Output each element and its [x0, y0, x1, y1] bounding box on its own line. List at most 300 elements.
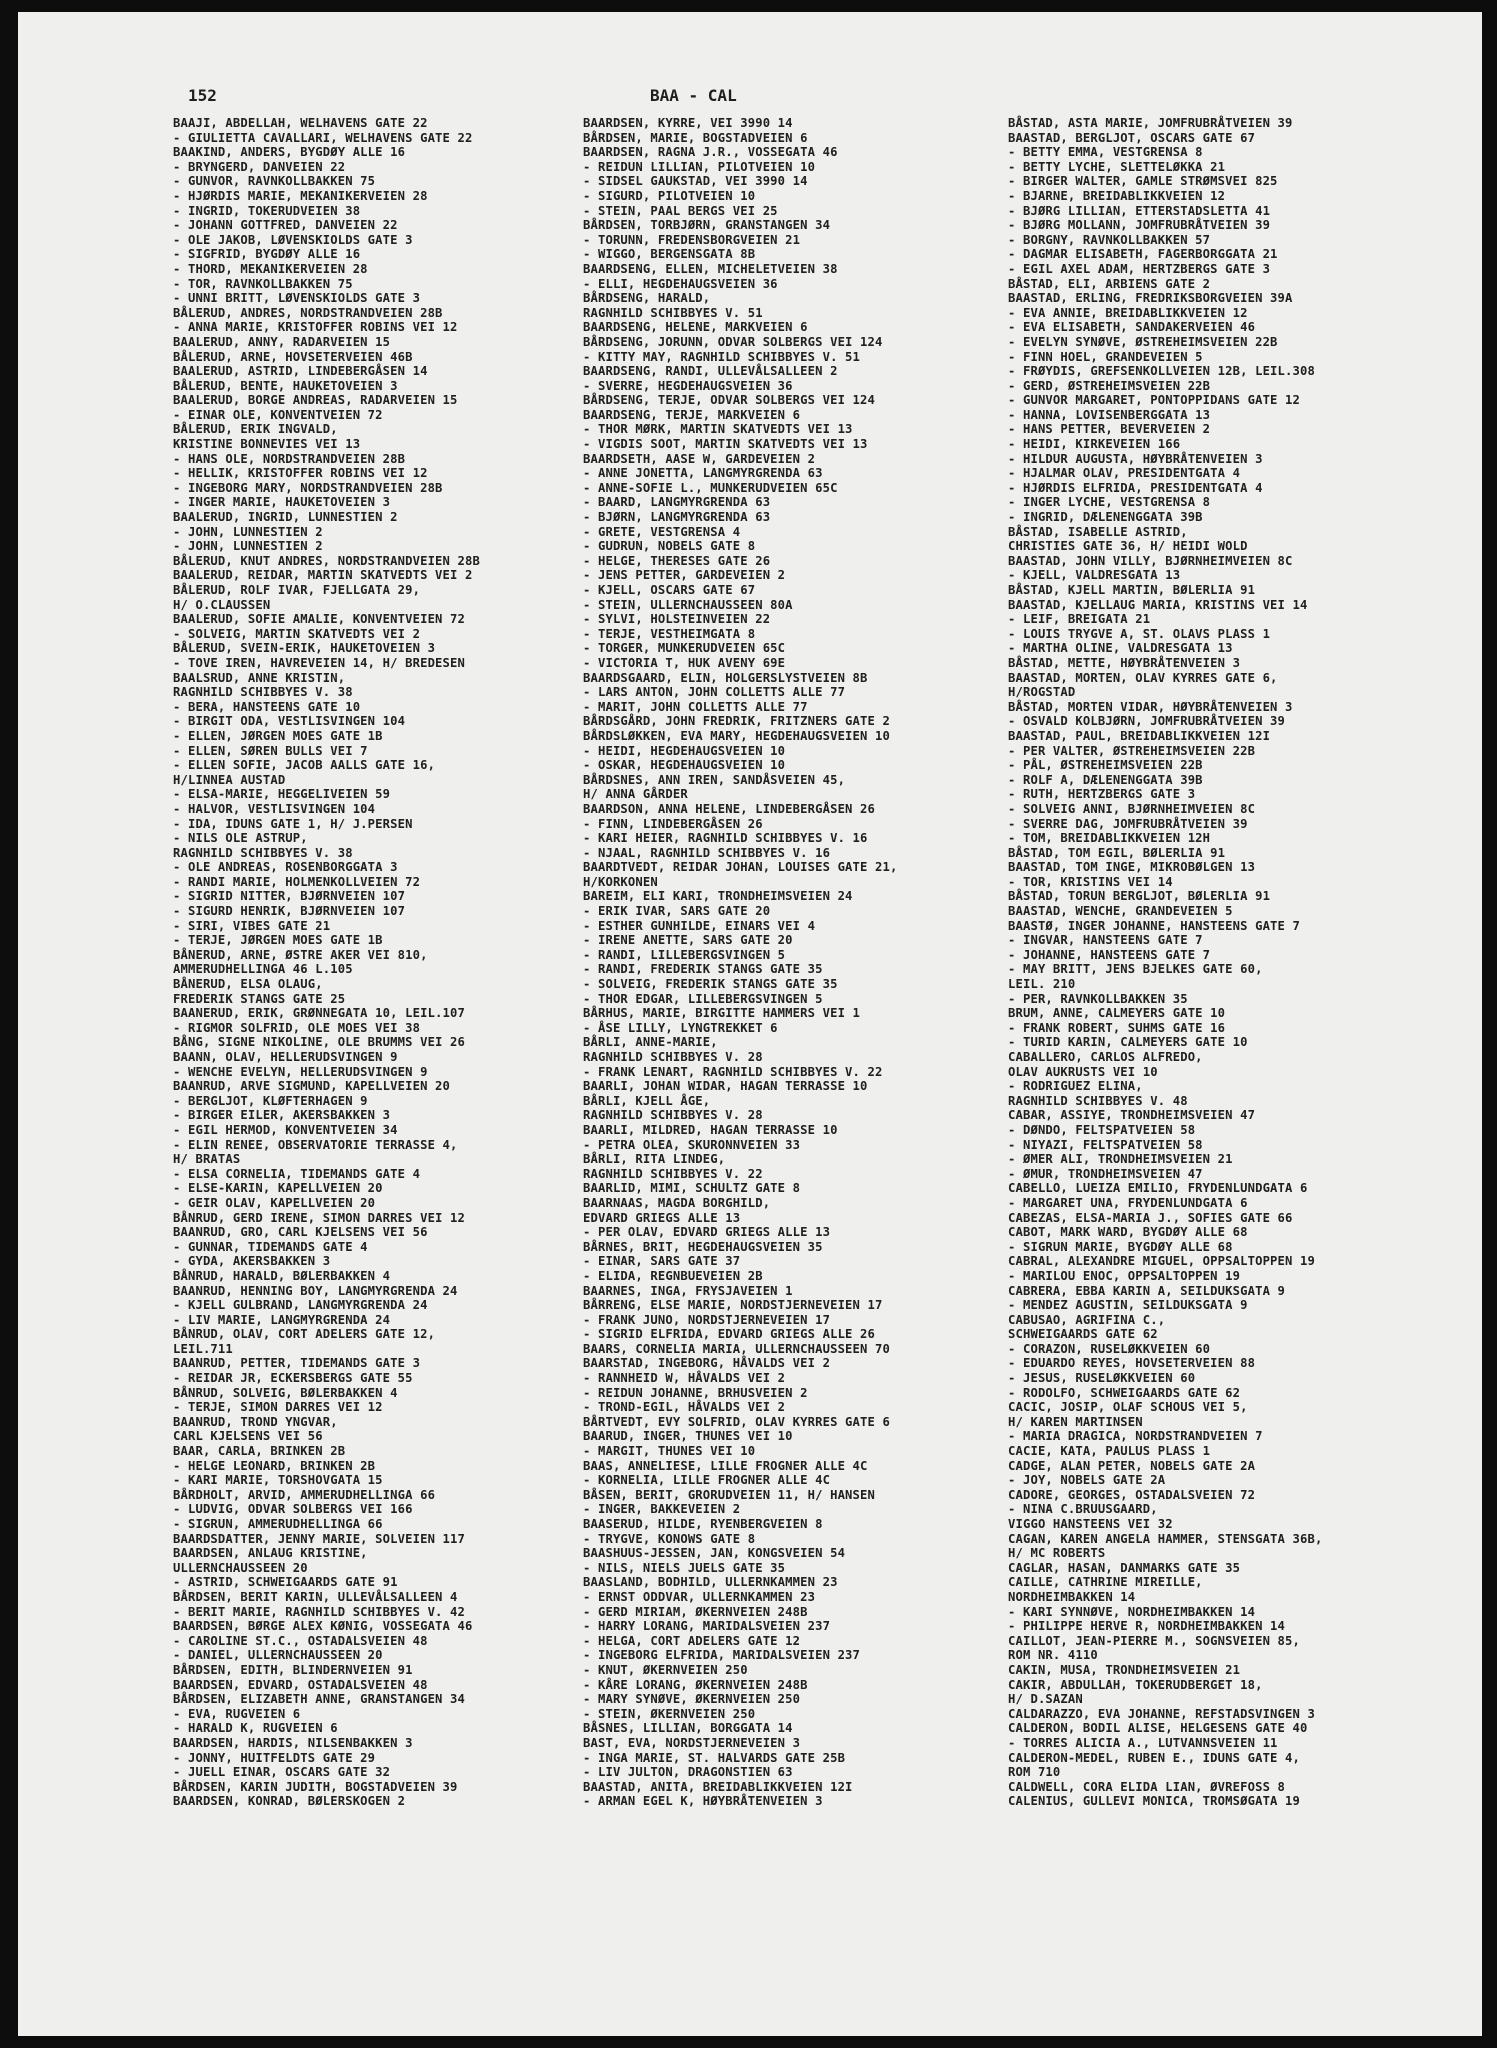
- directory-entry: - SVERRE, HEGDEHAUGSVEIEN 36: [583, 378, 793, 393]
- directory-entry: BAARNAAS, MAGDA BORGHILD,: [583, 1195, 771, 1210]
- directory-entry: BÅLERUD, BENTE, HAUKETOVEIEN 3: [173, 378, 398, 393]
- directory-entry: NORDHEIMBAKKEN 14: [1008, 1589, 1136, 1604]
- directory-column-2: [583, 116, 1003, 1809]
- directory-entry: CABRAL, ALEXANDRE MIGUEL, OPPSALTOPPEN 19: [1008, 1254, 1315, 1269]
- directory-entry: BAAS, ANNELIESE, LILLE FROGNER ALLE 4C: [583, 1458, 868, 1473]
- directory-entry: - BERGLJOT, KLØFTERHAGEN 9: [173, 1093, 368, 1108]
- directory-entry: - IRENE ANETTE, SARS GATE 20: [583, 933, 793, 948]
- directory-entry: - BRYNGERD, DANVEIEN 22: [173, 159, 346, 174]
- directory-entry: - SIGRUN, AMMERUDHELLINGA 66: [173, 1517, 383, 1531]
- directory-entry: - JONNY, HUITFELDTS GATE 29: [173, 1750, 376, 1765]
- directory-entry: - REIDUN LILLIAN, PILOTVEIEN 10: [583, 159, 816, 174]
- directory-entry: - JESUS, RUSELØKKVEIEN 60: [1008, 1371, 1196, 1386]
- directory-entry: - EGIL AXEL ADAM, HERTZBERGS GATE 3: [1008, 261, 1271, 276]
- directory-entry: BAARDSEN, HARDIS, NILSENBAKKEN 3: [173, 1735, 413, 1750]
- directory-entry: AMMERUDHELLINGA 46 L.105: [173, 962, 353, 977]
- directory-entry: - GUDRUN, NOBELS GATE 8: [583, 539, 756, 554]
- directory-entry: CAGLAR, HASAN, DANMARKS GATE 35: [1008, 1560, 1241, 1575]
- directory-entry: CABALLERO, CARLOS ALFREDO,: [1008, 1050, 1203, 1064]
- directory-entry: BAASTAD, BERGLJOT, OSCARS GATE 67: [1008, 130, 1256, 145]
- directory-entry: - NIYAZI, FELTSPATVEIEN 58: [1008, 1137, 1203, 1152]
- directory-entry: - BJØRN, LANGMYRGRENDA 63: [583, 510, 771, 525]
- directory-entry: - BORGNY, RAVNKOLLBAKKEN 57: [1008, 232, 1211, 247]
- directory-entry: - ROLF A, DÆLENENGGATA 39B: [1008, 772, 1203, 787]
- directory-entry: - GUNVOR, RAVNKOLLBAKKEN 75: [173, 174, 376, 189]
- directory-entry: - OSKAR, HEGDEHAUGSVEIEN 10: [583, 758, 786, 773]
- directory-entry: BÅNRUD, SOLVEIG, BØLERBAKKEN 4: [173, 1385, 398, 1400]
- directory-entry: - HEIDI, HEGDEHAUGSVEIEN 10: [583, 743, 786, 758]
- directory-entry: BÅSTAD, ISABELLE ASTRID,: [1008, 524, 1188, 539]
- directory-entry: - PER VALTER, ØSTREHEIMSVEIEN 22B: [1008, 743, 1256, 758]
- directory-entry: - LIV JULTON, DRAGONSTIEN 63: [583, 1765, 793, 1780]
- directory-entry: - PÅL, ØSTREHEIMSVEIEN 22B: [1008, 758, 1203, 773]
- directory-entry: - INGVAR, HANSTEENS GATE 7: [1008, 933, 1203, 948]
- directory-entry: - NILS OLE ASTRUP,: [173, 831, 308, 846]
- directory-entry: BÅRDSLØKKEN, EVA MARY, HEGDEHAUGSVEIEN 10: [583, 728, 890, 743]
- directory-entry: BAASERUD, HILDE, RYENBERGVEIEN 8: [583, 1517, 823, 1531]
- directory-entry: ULLERNCHAUSSEEN 20: [173, 1560, 308, 1575]
- directory-entry: - FINN, LINDEBERGÅSEN 26: [583, 816, 763, 831]
- directory-entry: BÅRDSEN, KARIN JUDITH, BOGSTADVEIEN 39: [173, 1779, 458, 1794]
- directory-entry: BAALERUD, BORGE ANDREAS, RADARVEIEN 15: [173, 393, 458, 408]
- directory-entry: BÅRDSEN, MARIE, BOGSTADVEIEN 6: [583, 130, 808, 145]
- directory-entry: BÅSTAD, ELI, ARBIENS GATE 2: [1008, 276, 1211, 291]
- directory-entry: - EVA ANNIE, BREIDABLIKKVEIEN 12: [1008, 305, 1248, 320]
- directory-entry: - HANNA, LOVISENBERGGATA 13: [1008, 407, 1211, 422]
- directory-entry: - JOHN, LUNNESTIEN 2: [173, 524, 323, 539]
- directory-entry: BAANRUD, HENNING BOY, LANGMYRGRENDA 24: [173, 1283, 458, 1298]
- directory-entry: - THORD, MEKANIKERVEIEN 28: [173, 261, 368, 276]
- directory-entry: - TERJE, JØRGEN MOES GATE 1B: [173, 933, 383, 948]
- directory-entry: - TOR, RAVNKOLLBAKKEN 75: [173, 276, 353, 291]
- directory-entry: - FINN HOEL, GRANDEVEIEN 5: [1008, 349, 1203, 364]
- directory-entry: OLAV AUKRUSTS VEI 10: [1008, 1064, 1158, 1079]
- directory-entry: - RANDI MARIE, HOLMENKOLLVEIEN 72: [173, 874, 421, 889]
- directory-entry: BAARDSENG, HELENE, MARKVEIEN 6: [583, 320, 808, 335]
- directory-entry: BÅSTAD, ASTA MARIE, JOMFRUBRÅTVEIEN 39: [1008, 116, 1293, 130]
- directory-entry: RAGNHILD SCHIBBYES V. 28: [583, 1108, 763, 1123]
- directory-entry: - RIGMOR SOLFRID, OLE MOES VEI 38: [173, 1020, 421, 1035]
- directory-entry: BAARDSENG, ELLEN, MICHELETVEIEN 38: [583, 261, 838, 276]
- directory-entry: - BJARNE, BREIDABLIKKVEIEN 12: [1008, 188, 1226, 203]
- directory-entry: - KJELL GULBRAND, LANGMYRGRENDA 24: [173, 1298, 428, 1313]
- directory-entry: BÅSNES, LILLIAN, BORGGATA 14: [583, 1721, 793, 1736]
- directory-entry: BAARLID, MIMI, SCHULTZ GATE 8: [583, 1181, 801, 1196]
- directory-entry: - BIRGIT ODA, VESTLISVINGEN 104: [173, 714, 406, 729]
- directory-entry: - TOR, KRISTINS VEI 14: [1008, 874, 1173, 889]
- directory-entry: - BIRGER EILER, AKERSBAKKEN 3: [173, 1108, 391, 1123]
- directory-entry: BÅRDSEN, BERIT KARIN, ULLEVÅLSALLEEN 4: [173, 1589, 458, 1604]
- directory-entry: BÅNRUD, GERD IRENE, SIMON DARRES VEI 12: [173, 1210, 466, 1225]
- directory-entry: - TURID KARIN, CALMEYERS GATE 10: [1008, 1035, 1248, 1050]
- directory-entry: BAARDSEN, KONRAD, BØLERSKOGEN 2: [173, 1794, 406, 1809]
- directory-entry: BAALERUD, ANNY, RADARVEIEN 15: [173, 334, 391, 349]
- directory-entry: - RODOLFO, SCHWEIGAARDS GATE 62: [1008, 1385, 1241, 1400]
- directory-entry: - HELGE, THERESES GATE 26: [583, 553, 771, 568]
- directory-entry: - SIDSEL GAUKSTAD, VEI 3990 14: [583, 174, 808, 189]
- directory-entry: - FRANK ROBERT, SUHMS GATE 16: [1008, 1020, 1226, 1035]
- directory-entry: - FRØYDIS, GREFSENKOLLVEIEN 12B, LEIL.308: [1008, 364, 1315, 379]
- directory-entry: - TROND-EGIL, HÅVALDS VEI 2: [583, 1400, 786, 1415]
- directory-entry: BAARDSEN, KYRRE, VEI 3990 14: [583, 116, 793, 130]
- directory-entry: - BERA, HANSTEENS GATE 10: [173, 699, 361, 714]
- directory-entry: BAALERUD, INGRID, LUNNESTIEN 2: [173, 510, 398, 525]
- directory-entry: - RUTH, HERTZBERGS GATE 3: [1008, 787, 1196, 802]
- directory-entry: - BETTY LYCHE, SLETTELØKKA 21: [1008, 159, 1226, 174]
- directory-entry: BAALERUD, REIDAR, MARTIN SKATVEDTS VEI 2: [173, 568, 473, 583]
- directory-entry: BÅNERUD, ARNE, ØSTRE AKER VEI 810,: [173, 947, 428, 962]
- directory-entry: - ERNST ODDVAR, ULLERNKAMMEN 23: [583, 1589, 816, 1604]
- directory-entry: RAGNHILD SCHIBBYES V. 48: [1008, 1093, 1188, 1108]
- directory-entry: - MARY SYNØVE, ØKERNVEIEN 250: [583, 1692, 801, 1707]
- directory-page: [18, 12, 1482, 2036]
- directory-entry: BÅSTAD, MORTEN VIDAR, HØYBRÅTENVEIEN 3: [1008, 699, 1293, 714]
- directory-entry: - PER OLAV, EDVARD GRIEGS ALLE 13: [583, 1225, 831, 1240]
- directory-entry: BÅSTAD, METTE, HØYBRÅTENVEIEN 3: [1008, 655, 1241, 670]
- directory-entry: BAARDSENG, TERJE, MARKVEIEN 6: [583, 407, 801, 422]
- directory-entry: - CAROLINE ST.C., OSTADALSVEIEN 48: [173, 1633, 428, 1648]
- directory-entry: - ELLEN SOFIE, JACOB AALLS GATE 16,: [173, 758, 436, 773]
- directory-entry: - INGA MARIE, ST. HALVARDS GATE 25B: [583, 1750, 846, 1765]
- directory-entry: H/ D.SAZAN: [1008, 1692, 1083, 1707]
- directory-entry: - ØMER ALI, TRONDHEIMSVEIEN 21: [1008, 1152, 1233, 1167]
- directory-entry: - DAGMAR ELISABETH, FAGERBORGGATA 21: [1008, 247, 1278, 262]
- directory-entry: - KJELL, VALDRESGATA 13: [1008, 568, 1181, 583]
- directory-entry: - REIDUN JOHANNE, BRHUSVEIEN 2: [583, 1385, 808, 1400]
- directory-entry: - MARGARET UNA, FRYDENLUNDGATA 6: [1008, 1195, 1248, 1210]
- directory-entry: BÅSTAD, KJELL MARTIN, BØLERLIA 91: [1008, 583, 1256, 597]
- directory-entry: - EINAR OLE, KONVENTVEIEN 72: [173, 407, 383, 422]
- directory-entry: BAARS, CORNELIA MARIA, ULLERNCHAUSSEEN 70: [583, 1341, 890, 1356]
- directory-entry: - TORRES ALICIA A., LUTVANNSVEIEN 11: [1008, 1735, 1278, 1750]
- directory-entry: - PER, RAVNKOLLBAKKEN 35: [1008, 991, 1188, 1006]
- directory-entry: BRUM, ANNE, CALMEYERS GATE 10: [1008, 1006, 1226, 1021]
- directory-entry: BÅSEN, BERIT, GRORUDVEIEN 11, H/ HANSEN: [583, 1487, 876, 1502]
- directory-entry: BAANRUD, TROND YNGVAR,: [173, 1414, 338, 1429]
- directory-entry: CABUSAO, AGRIFINA C.,: [1008, 1312, 1166, 1327]
- directory-entry: - ELSA-MARIE, HEGGELIVEIEN 59: [173, 787, 391, 802]
- directory-entry: BAARNES, INGA, FRYSJAVEIEN 1: [583, 1283, 793, 1298]
- directory-entry: CABOT, MARK WARD, BYGDØY ALLE 68: [1008, 1225, 1248, 1240]
- directory-entry: - INGER LYCHE, VESTGRENSA 8: [1008, 495, 1211, 510]
- directory-entry: - HJØRDIS MARIE, MEKANIKERVEIEN 28: [173, 188, 428, 203]
- directory-entry: - PETRA OLEA, SKURONNVEIEN 33: [583, 1137, 801, 1152]
- directory-entry: BAREIM, ELI KARI, TRONDHEIMSVEIEN 24: [583, 889, 853, 904]
- directory-entry: BAARDSETH, AASE W, GARDEVEIEN 2: [583, 451, 816, 466]
- directory-entry: - EVA ELISABETH, SANDAKERVEIEN 46: [1008, 320, 1256, 335]
- directory-entry: - ELSE-KARIN, KAPELLVEIEN 20: [173, 1181, 383, 1196]
- directory-entry: - SVERRE DAG, JOMFRUBRÅTVEIEN 39: [1008, 816, 1248, 831]
- directory-entry: - EVA, RUGVEIEN 6: [173, 1706, 301, 1721]
- directory-entry: RAGNHILD SCHIBBYES V. 38: [173, 845, 353, 860]
- directory-entry: - LOUIS TRYGVE A, ST. OLAVS PLASS 1: [1008, 626, 1271, 641]
- directory-entry: FREDERIK STANGS GATE 25: [173, 991, 346, 1006]
- directory-entry: CABRERA, EBBA KARIN A, SEILDUKSGATA 9: [1008, 1283, 1286, 1298]
- directory-entry: CARL KJELSENS VEI 56: [173, 1429, 323, 1444]
- directory-entry: CAGAN, KAREN ANGELA HAMMER, STENSGATA 36B,: [1008, 1531, 1323, 1546]
- directory-entry: - INGEBORG MARY, NORDSTRANDVEIEN 28B: [173, 480, 443, 495]
- page-number: 152: [188, 86, 217, 105]
- directory-entry: - DANIEL, ULLERNCHAUSSEEN 20: [173, 1648, 383, 1663]
- directory-entry: - FRANK LENART, RAGNHILD SCHIBBYES V. 22: [583, 1064, 883, 1079]
- directory-entry: BAASTAD, PAUL, BREIDABLIKKVEIEN 12I: [1008, 728, 1271, 743]
- directory-entry: - ELIDA, REGNBUEVEIEN 2B: [583, 1268, 763, 1283]
- directory-entry: BAANN, OLAV, HELLERUDSVINGEN 9: [173, 1050, 398, 1064]
- directory-entry: - HEIDI, KIRKEVEIEN 166: [1008, 437, 1181, 452]
- directory-entry: BAAJI, ABDELLAH, WELHAVENS GATE 22: [173, 116, 428, 130]
- directory-entry: - BJØRG MOLLANN, JOMFRUBRÅTVEIEN 39: [1008, 218, 1271, 233]
- directory-entry: - JUELL EINAR, OSCARS GATE 32: [173, 1765, 391, 1780]
- directory-entry: - WENCHE EVELYN, HELLERUDSVINGEN 9: [173, 1064, 428, 1079]
- directory-entry: BÅLERUD, SVEIN-ERIK, HAUKETOVEIEN 3: [173, 641, 436, 656]
- directory-entry: LEIL.711: [173, 1341, 233, 1356]
- directory-entry: - RANDI, FREDERIK STANGS GATE 35: [583, 962, 823, 977]
- directory-entry: - ELLI, HEGDEHAUGSVEIEN 36: [583, 276, 778, 291]
- directory-entry: - ELLEN, JØRGEN MOES GATE 1B: [173, 728, 383, 743]
- directory-entry: - BJØRG LILLIAN, ETTERSTADSLETTA 41: [1008, 203, 1271, 218]
- directory-entry: H/ ANNA GÅRDER: [583, 787, 688, 802]
- directory-entry: - INGRID, DÆLENENGGATA 39B: [1008, 510, 1203, 525]
- directory-entry: BÅRDSEN, ELIZABETH ANNE, GRANSTANGEN 34: [173, 1692, 466, 1707]
- directory-entry: - HANS OLE, NORDSTRANDVEIEN 28B: [173, 451, 406, 466]
- directory-entry: - SOLVEIG, MARTIN SKATVEDTS VEI 2: [173, 626, 421, 641]
- directory-entry: BÅLERUD, ERIK INGVALD,: [173, 422, 338, 437]
- directory-entry: - GEIR OLAV, KAPELLVEIEN 20: [173, 1195, 376, 1210]
- directory-entry: - ANNE JONETTA, LANGMYRGRENDA 63: [583, 466, 823, 481]
- directory-entry: CHRISTIES GATE 36, H/ HEIDI WOLD: [1008, 539, 1248, 554]
- directory-entry: - KJELL, OSCARS GATE 67: [583, 583, 756, 597]
- directory-entry: - SIGRUN MARIE, BYGDØY ALLE 68: [1008, 1239, 1233, 1254]
- directory-entry: CABEZAS, ELSA-MARIA J., SOFIES GATE 66: [1008, 1210, 1293, 1225]
- directory-entry: - DØNDO, FELTSPATVEIEN 58: [1008, 1122, 1196, 1137]
- directory-entry: - GIULIETTA CAVALLARI, WELHAVENS GATE 22: [173, 130, 473, 145]
- directory-entry: - HELLIK, KRISTOFFER ROBINS VEI 12: [173, 466, 428, 481]
- directory-entry: - FRANK JUNO, NORDSTJERNEVEIEN 17: [583, 1312, 831, 1327]
- directory-entry: - INGEBORG ELFRIDA, MARIDALSVEIEN 237: [583, 1648, 861, 1663]
- directory-entry: - OLE JAKOB, LØVENSKIOLDS GATE 3: [173, 232, 413, 247]
- directory-entry: CALDERON-MEDEL, RUBEN E., IDUNS GATE 4,: [1008, 1750, 1301, 1765]
- directory-entry: - CORAZON, RUSELØKKVEIEN 60: [1008, 1341, 1211, 1356]
- directory-entry: BÅRDSENG, JORUNN, ODVAR SOLBERGS VEI 124: [583, 334, 883, 349]
- directory-entry: - JOHN, LUNNESTIEN 2: [173, 539, 323, 554]
- directory-entry: - TOVE IREN, HAVREVEIEN 14, H/ BREDESEN: [173, 655, 466, 670]
- directory-entry: - NJAAL, RAGNHILD SCHIBBYES V. 16: [583, 845, 831, 860]
- directory-entry: BAARDSON, ANNA HELENE, LINDEBERGÅSEN 26: [583, 801, 876, 816]
- directory-entry: BÅRRENG, ELSE MARIE, NORDSTJERNEVEIEN 17: [583, 1298, 883, 1313]
- directory-entry: - TORUNN, FREDENSBORGVEIEN 21: [583, 232, 801, 247]
- directory-column-1: [173, 116, 593, 1809]
- directory-entry: - ANNA MARIE, KRISTOFFER ROBINS VEI 12: [173, 320, 458, 335]
- directory-entry: - RANDI, LILLEBERGSVINGEN 5: [583, 947, 786, 962]
- directory-entry: - LEIF, BREIGATA 21: [1008, 612, 1151, 627]
- directory-entry: BÅRDSGÅRD, JOHN FREDRIK, FRITZNERS GATE 2: [583, 714, 890, 729]
- directory-entry: - KARI SYNNØVE, NORDHEIMBAKKEN 14: [1008, 1604, 1256, 1619]
- directory-entry: - BETTY EMMA, VESTGRENSA 8: [1008, 145, 1203, 160]
- directory-entry: BAARDSEN, EDVARD, OSTADALSVEIEN 48: [173, 1677, 428, 1692]
- directory-entry: - EVELYN SYNØVE, ØSTREHEIMSVEIEN 22B: [1008, 334, 1278, 349]
- directory-entry: BAALERUD, SOFIE AMALIE, KONVENTVEIEN 72: [173, 612, 466, 627]
- directory-entry: - JOHANN GOTTFRED, DANVEIEN 22: [173, 218, 398, 233]
- directory-entry: - ELSA CORNELIA, TIDEMANDS GATE 4: [173, 1166, 421, 1181]
- directory-entry: CALDARAZZO, EVA JOHANNE, REFSTADSVINGEN 3: [1008, 1706, 1315, 1721]
- directory-entry: - ASTRID, SCHWEIGAARDS GATE 91: [173, 1575, 398, 1590]
- directory-entry: BAARDTVEDT, REIDAR JOHAN, LOUISES GATE 21,: [583, 860, 898, 875]
- directory-entry: - JOY, NOBELS GATE 2A: [1008, 1473, 1166, 1488]
- directory-entry: - BIRGER WALTER, GAMLE STRØMSVEI 825: [1008, 174, 1278, 189]
- directory-entry: - HJØRDIS ELFRIDA, PRESIDENTGATA 4: [1008, 480, 1263, 495]
- directory-entry: CABELLO, LUEIZA EMILIO, FRYDENLUNDGATA 6: [1008, 1181, 1308, 1196]
- directory-entry: - LUDVIG, ODVAR SOLBERGS VEI 166: [173, 1502, 413, 1517]
- directory-entry: - GUNVOR MARGARET, PONTOPPIDANS GATE 12: [1008, 393, 1301, 408]
- directory-entry: BAASTAD, JOHN VILLY, BJØRNHEIMVEIEN 8C: [1008, 553, 1293, 568]
- directory-entry: - HELGA, CORT ADELERS GATE 12: [583, 1633, 801, 1648]
- directory-entry: BÅRDSNES, ANN IREN, SANDÅSVEIEN 45,: [583, 772, 846, 787]
- directory-entry: CADGE, ALAN PETER, NOBELS GATE 2A: [1008, 1458, 1256, 1473]
- directory-entry: - HANS PETTER, BEVERVEIEN 2: [1008, 422, 1211, 437]
- directory-entry: BAARDSENG, RANDI, ULLEVÅLSALLEEN 2: [583, 364, 838, 379]
- directory-entry: - ELIN RENEE, OBSERVATORIE TERRASSE 4,: [173, 1137, 458, 1152]
- directory-entry: BAAKIND, ANDERS, BYGDØY ALLE 16: [173, 145, 406, 160]
- directory-entry: BAALSRUD, ANNE KRISTIN,: [173, 670, 346, 685]
- directory-entry: - MARIA DRAGICA, NORDSTRANDVEIEN 7: [1008, 1429, 1263, 1444]
- directory-entry: - VIGDIS SOOT, MARTIN SKATVEDTS VEI 13: [583, 437, 868, 452]
- directory-entry: - INGER, BAKKEVEIEN 2: [583, 1502, 741, 1517]
- directory-entry: BAASTAD, WENCHE, GRANDEVEIEN 5: [1008, 904, 1233, 919]
- directory-entry: BAARDSGAARD, ELIN, HOLGERSLYSTVEIEN 8B: [583, 670, 868, 685]
- directory-entry: - ARMAN EGEL K, HØYBRÅTENVEIEN 3: [583, 1794, 823, 1809]
- directory-entry: - SIGURD, PILOTVEIEN 10: [583, 188, 756, 203]
- directory-entry: RAGNHILD SCHIBBYES V. 28: [583, 1050, 763, 1064]
- directory-entry: - LARS ANTON, JOHN COLLETTS ALLE 77: [583, 685, 846, 700]
- directory-entry: H/ROGSTAD: [1008, 685, 1076, 700]
- directory-entry: - TOM, BREIDABLIKKVEIEN 12H: [1008, 831, 1211, 846]
- directory-entry: - REIDAR JR, ECKERSBERGS GATE 55: [173, 1371, 413, 1386]
- directory-entry: - BAARD, LANGMYRGRENDA 63: [583, 495, 771, 510]
- directory-entry: - KARI HEIER, RAGNHILD SCHIBBYES V. 16: [583, 831, 868, 846]
- directory-entry: BAASTAD, KJELLAUG MARIA, KRISTINS VEI 14: [1008, 597, 1308, 612]
- directory-entry: - SIGRID ELFRIDA, EDVARD GRIEGS ALLE 26: [583, 1327, 876, 1342]
- directory-entry: BAANRUD, PETTER, TIDEMANDS GATE 3: [173, 1356, 421, 1371]
- directory-entry: BÅRTVEDT, EVY SOLFRID, OLAV KYRRES GATE 6: [583, 1414, 890, 1429]
- directory-entry: BÅNG, SIGNE NIKOLINE, OLE BRUMMS VEI 26: [173, 1035, 466, 1050]
- directory-entry: BAASHUUS-JESSEN, JAN, KONGSVEIEN 54: [583, 1546, 846, 1561]
- directory-entry: - SOLVEIG, FREDERIK STANGS GATE 35: [583, 977, 838, 992]
- directory-entry: - NINA C.BRUUSGAARD,: [1008, 1502, 1158, 1517]
- directory-entry: - RANNHEID W, HÅVALDS VEI 2: [583, 1371, 786, 1386]
- directory-entry: - GYDA, AKERSBAKKEN 3: [173, 1254, 331, 1269]
- directory-entry: BAAR, CARLA, BRINKEN 2B: [173, 1444, 346, 1459]
- directory-entry: - MARIT, JOHN COLLETTS ALLE 77: [583, 699, 808, 714]
- directory-entry: - THOR EDGAR, LILLEBERGSVINGEN 5: [583, 991, 823, 1006]
- directory-entry: - BERIT MARIE, RAGNHILD SCHIBBYES V. 42: [173, 1604, 466, 1619]
- directory-entry: BÅRLI, ANNE-MARIE,: [583, 1035, 718, 1050]
- directory-entry: BAARDSEN, RAGNA J.R., VOSSEGATA 46: [583, 145, 838, 160]
- directory-entry: BAASTAD, ERLING, FREDRIKSBORGVEIEN 39A: [1008, 291, 1293, 306]
- directory-entry: BAASTAD, MORTEN, OLAV KYRRES GATE 6,: [1008, 670, 1278, 685]
- directory-entry: ROM NR. 4110: [1008, 1648, 1098, 1663]
- directory-entry: CALENIUS, GULLEVI MONICA, TROMSØGATA 19: [1008, 1794, 1301, 1809]
- directory-entry: - MAY BRITT, JENS BJELKES GATE 60,: [1008, 962, 1263, 977]
- directory-entry: BAST, EVA, NORDSTJERNEVEIEN 3: [583, 1735, 801, 1750]
- directory-entry: BÅRDSEN, TORBJØRN, GRANSTANGEN 34: [583, 218, 831, 233]
- directory-entry: BÅRDSEN, EDITH, BLINDERNVEIEN 91: [173, 1662, 413, 1677]
- directory-entry: BAASTAD, TOM INGE, MIKROBØLGEN 13: [1008, 860, 1256, 875]
- directory-entry: BAANRUD, ARVE SIGMUND, KAPELLVEIEN 20: [173, 1079, 451, 1094]
- directory-entry: BAASTAD, ANITA, BREIDABLIKKVEIEN 12I: [583, 1779, 853, 1794]
- directory-entry: CAKIR, ABDULLAH, TOKERUDBERGET 18,: [1008, 1677, 1263, 1692]
- directory-entry: - KÅRE LORANG, ØKERNVEIEN 248B: [583, 1677, 808, 1692]
- directory-entry: - GERD MIRIAM, ØKERNVEIEN 248B: [583, 1604, 808, 1619]
- directory-entry: - INGER MARIE, HAUKETOVEIEN 3: [173, 495, 391, 510]
- directory-entry: BAARSTAD, INGEBORG, HÅVALDS VEI 2: [583, 1356, 831, 1371]
- directory-entry: - ÅSE LILLY, LYNGTREKKET 6: [583, 1020, 778, 1035]
- directory-entry: - NILS, NIELS JUELS GATE 35: [583, 1560, 786, 1575]
- directory-entry: - STEIN, PAAL BERGS VEI 25: [583, 203, 778, 218]
- directory-entry: BÅNRUD, OLAV, CORT ADELERS GATE 12,: [173, 1327, 436, 1342]
- directory-entry: BÅRNES, BRIT, HEGDEHAUGSVEIEN 35: [583, 1239, 823, 1254]
- directory-entry: - EINAR, SARS GATE 37: [583, 1254, 741, 1269]
- directory-entry: - ELLEN, SØREN BULLS VEI 7: [173, 743, 368, 758]
- directory-entry: - JOHANNE, HANSTEENS GATE 7: [1008, 947, 1211, 962]
- directory-entry: - MARGIT, THUNES VEI 10: [583, 1444, 756, 1459]
- directory-entry: - GUNNAR, TIDEMANDS GATE 4: [173, 1239, 368, 1254]
- directory-entry: BÅNERUD, ELSA OLAUG,: [173, 977, 323, 992]
- directory-entry: SCHWEIGAARDS GATE 62: [1008, 1327, 1158, 1342]
- directory-entry: - ØMUR, TRONDHEIMSVEIEN 47: [1008, 1166, 1203, 1181]
- directory-entry: BAARUD, INGER, THUNES VEI 10: [583, 1429, 793, 1444]
- directory-entry: - MARILOU ENOC, OPPSALTOPPEN 19: [1008, 1268, 1241, 1283]
- directory-entry: CABAR, ASSIYE, TRONDHEIMSVEIEN 47: [1008, 1108, 1256, 1123]
- directory-entry: - GERD, ØSTREHEIMSVEIEN 22B: [1008, 378, 1211, 393]
- directory-entry: - HARRY LORANG, MARIDALSVEIEN 237: [583, 1619, 831, 1634]
- directory-entry: - KITTY MAY, RAGNHILD SCHIBBYES V. 51: [583, 349, 861, 364]
- directory-entry: - TERJE, SIMON DARRES VEI 12: [173, 1400, 383, 1415]
- directory-entry: BÅSTAD, TORUN BERGLJOT, BØLERLIA 91: [1008, 889, 1271, 904]
- directory-entry: - HALVOR, VESTLISVINGEN 104: [173, 801, 376, 816]
- directory-entry: RAGNHILD SCHIBBYES V. 22: [583, 1166, 763, 1181]
- directory-entry: - ANNE-SOFIE L., MUNKERUDVEIEN 65C: [583, 480, 838, 495]
- directory-entry: - HARALD K, RUGVEIEN 6: [173, 1721, 338, 1736]
- directory-entry: BÅRDHOLT, ARVID, AMMERUDHELLINGA 66: [173, 1487, 436, 1502]
- directory-entry: - HELGE LEONARD, BRINKEN 2B: [173, 1458, 376, 1473]
- directory-entry: - IDA, IDUNS GATE 1, H/ J.PERSEN: [173, 816, 413, 831]
- directory-entry: BAASLAND, BODHILD, ULLERNKAMMEN 23: [583, 1575, 838, 1590]
- directory-entry: - TORGER, MUNKERUDVEIEN 65C: [583, 641, 786, 656]
- directory-entry: - THOR MØRK, MARTIN SKATVEDTS VEI 13: [583, 422, 853, 437]
- directory-entry: - SIGURD HENRIK, BJØRNVEIEN 107: [173, 904, 406, 919]
- directory-entry: BÅRLI, RITA LINDEG,: [583, 1152, 726, 1167]
- directory-entry: BÅLERUD, KNUT ANDRES, NORDSTRANDVEIEN 28B: [173, 553, 480, 568]
- directory-entry: - HILDUR AUGUSTA, HØYBRÅTENVEIEN 3: [1008, 451, 1263, 466]
- directory-entry: BAARDSEN, BØRGE ALEX KØNIG, VOSSEGATA 46: [173, 1619, 473, 1634]
- directory-entry: BÅRLI, KJELL ÅGE,: [583, 1093, 711, 1108]
- directory-entry: - EDUARDO REYES, HOVSETERVEIEN 88: [1008, 1356, 1256, 1371]
- directory-entry: - VICTORIA T, HUK AVENY 69E: [583, 655, 786, 670]
- directory-entry: BAANERUD, ERIK, GRØNNEGATA 10, LEIL.107: [173, 1006, 466, 1021]
- directory-entry: BÅSTAD, TOM EGIL, BØLERLIA 91: [1008, 845, 1226, 860]
- directory-entry: CAKIN, MUSA, TRONDHEIMSVEIEN 21: [1008, 1662, 1241, 1677]
- directory-entry: - SIGRID NITTER, BJØRNVEIEN 107: [173, 889, 406, 904]
- directory-entry: BAARLI, JOHAN WIDAR, HAGAN TERRASSE 10: [583, 1079, 868, 1094]
- directory-entry: CADORE, GEORGES, OSTADALSVEIEN 72: [1008, 1487, 1256, 1502]
- directory-entry: BAALERUD, ASTRID, LINDEBERGÅSEN 14: [173, 364, 428, 379]
- directory-entry: CALDWELL, CORA ELIDA LIAN, ØVREFOSS 8: [1008, 1779, 1286, 1794]
- directory-entry: ROM 710: [1008, 1765, 1061, 1780]
- directory-entry: - TRYGVE, KONOWS GATE 8: [583, 1531, 756, 1546]
- directory-entry: BAARLI, MILDRED, HAGAN TERRASSE 10: [583, 1122, 838, 1137]
- directory-entry: VIGGO HANSTEENS VEI 32: [1008, 1517, 1173, 1531]
- directory-entry: BÅLERUD, ROLF IVAR, FJELLGATA 29,: [173, 583, 421, 597]
